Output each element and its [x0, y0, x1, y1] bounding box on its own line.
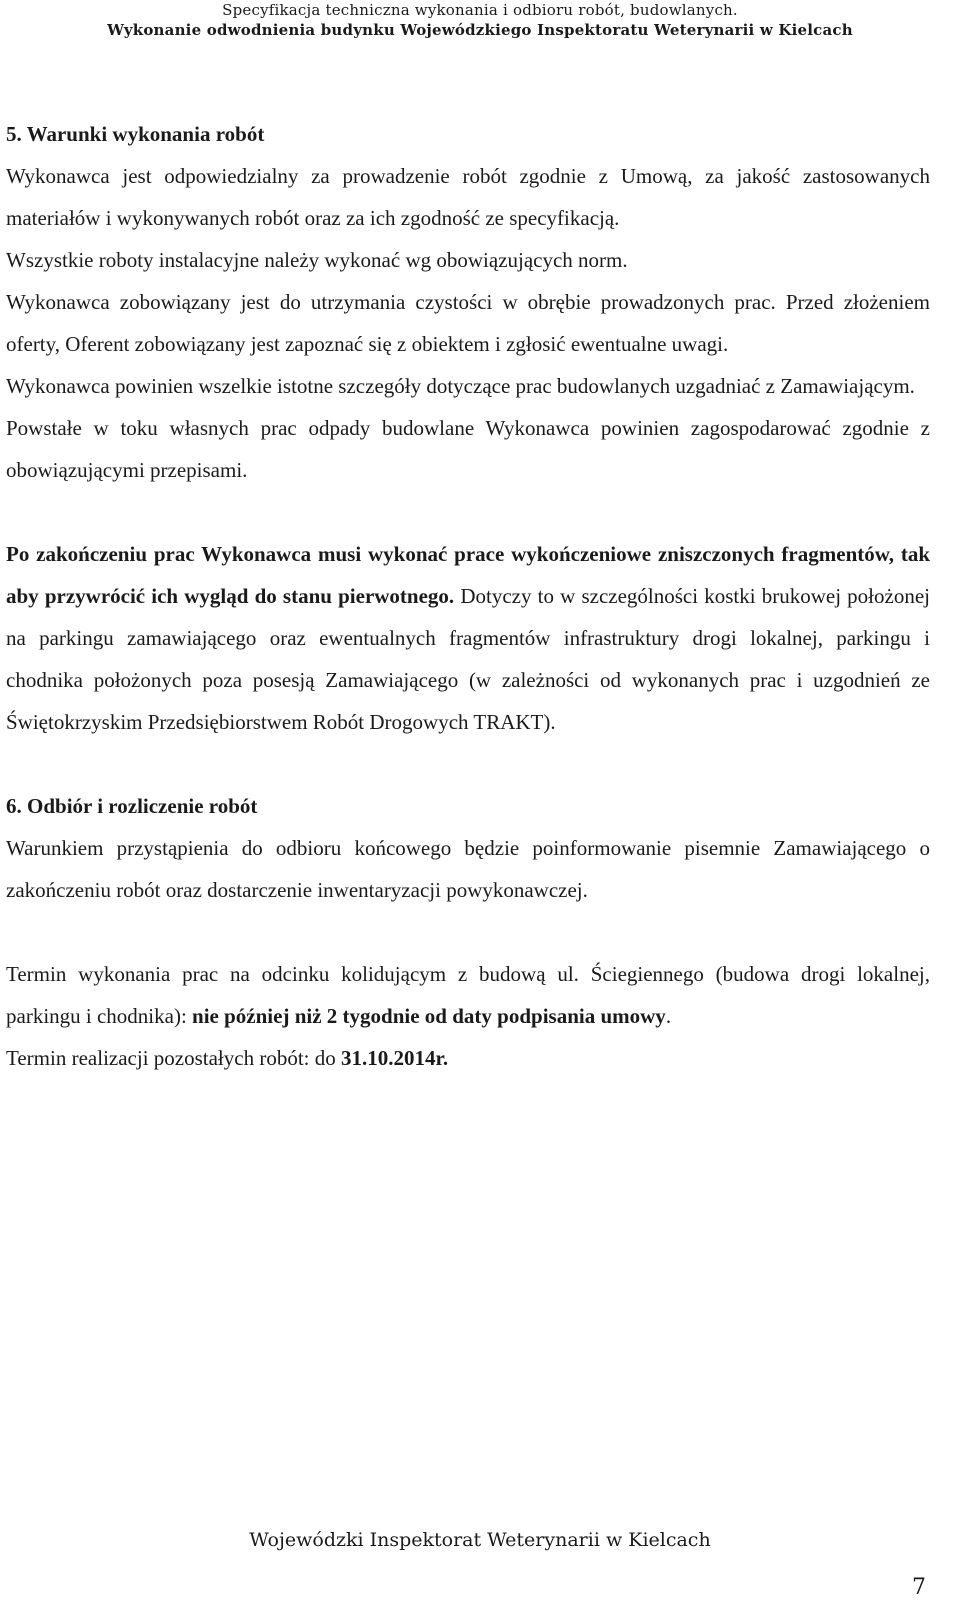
section-5-paragraph-6: [6, 533, 930, 743]
section-6-heading: 6. Odbiór i rozliczenie robót: [6, 794, 258, 818]
spacer: [6, 743, 930, 785]
section-6-paragraph-2-end: .: [665, 1004, 672, 1028]
spacer: [6, 911, 930, 953]
page-footer: Wojewódzki Inspektorat Weterynarii w Kielcach: [249, 1529, 711, 1551]
section-6-paragraph-3: [6, 1037, 930, 1079]
section-5-heading: 5. Warunki wykonania robót: [6, 122, 265, 146]
section-6-paragraph-3-start: Termin realizacji pozostałych robót: do: [6, 1046, 341, 1070]
page-header: [0, 0, 960, 40]
header-project-title: Wykonanie odwodnienia budynku Wojewódzkiego Inspektoratu Weterynarii w Kielcach: [107, 21, 853, 39]
document-body: [6, 113, 930, 1079]
spacer: [6, 491, 930, 533]
section-5-paragraph-4: Wykonawca powinien wszelkie istotne szczegóły dotyczące prac budowlanych uzgadniać z Zamawiającym.: [6, 374, 915, 398]
section-5-paragraph-1: Wykonawca jest odpowiedzialny za prowadzenie robót zgodnie z Umową, za jakość zastosowanych materiałów i wykonywanych robót oraz za ich zgodność ze specyfikacją.: [6, 164, 930, 230]
section-6-paragraph-1: Warunkiem przystąpienia do odbioru końcowego będzie poinformowanie pisemnie Zamawiającego o zakończeniu robót oraz dostarczenie inwentaryzacji powykonawczej.: [6, 836, 930, 902]
section-6-final-date: 31.10.2014r.: [341, 1046, 449, 1070]
section-6-paragraph-2: [6, 953, 930, 1037]
page-number: 7: [912, 1575, 926, 1600]
section-5-paragraph-2: Wszystkie roboty instalacyjne należy wykonać wg obowiązujących norm.: [6, 248, 628, 272]
section-5-paragraph-6-rest: Dotyczy to w szczególności kostki brukowej położonej na parkingu zamawiającego oraz ewentualnych fragmentów infrastruktury drogi lokalnej, parkingu i chodnika położonych poza posesją Zamawiającego (w zależności od wykonanych prac i uzgodnień ze Świętokrzyskim Przedsiębiorstwem Robót Drogowych TRAKT).: [6, 584, 930, 734]
section-5-paragraph-5: Powstałe w toku własnych prac odpady budowlane Wykonawca powinien zagospodarować zgodnie z obowiązującymi przepisami.: [6, 416, 930, 482]
section-6-deadline-bold: nie później niż 2 tygodnie od daty podpisania umowy: [192, 1004, 666, 1028]
section-5-paragraph-6-bold: Po zakończeniu prac Wykonawca musi wykonać prace wykończeniowe zniszczonych fragmentów, tak aby przywrócić ich wygląd do stanu pierwotnego.: [6, 542, 930, 608]
section-5-paragraph-3: Wykonawca zobowiązany jest do utrzymania czystości w obrębie prowadzonych prac. Przed złożeniem oferty, Oferent zobowiązany jest zapoznać się z obiektem i zgłosić ewentualne uwagi.: [6, 290, 930, 356]
section-6-paragraph-2-start: Termin wykonania prac na odcinku kolidującym z budową ul. Ściegiennego (budowa drogi lokalnej, parkingu i chodnika):: [6, 962, 930, 1028]
header-document-type: Specyfikacja techniczna wykonania i odbioru robót, budowlanych.: [222, 1, 738, 19]
